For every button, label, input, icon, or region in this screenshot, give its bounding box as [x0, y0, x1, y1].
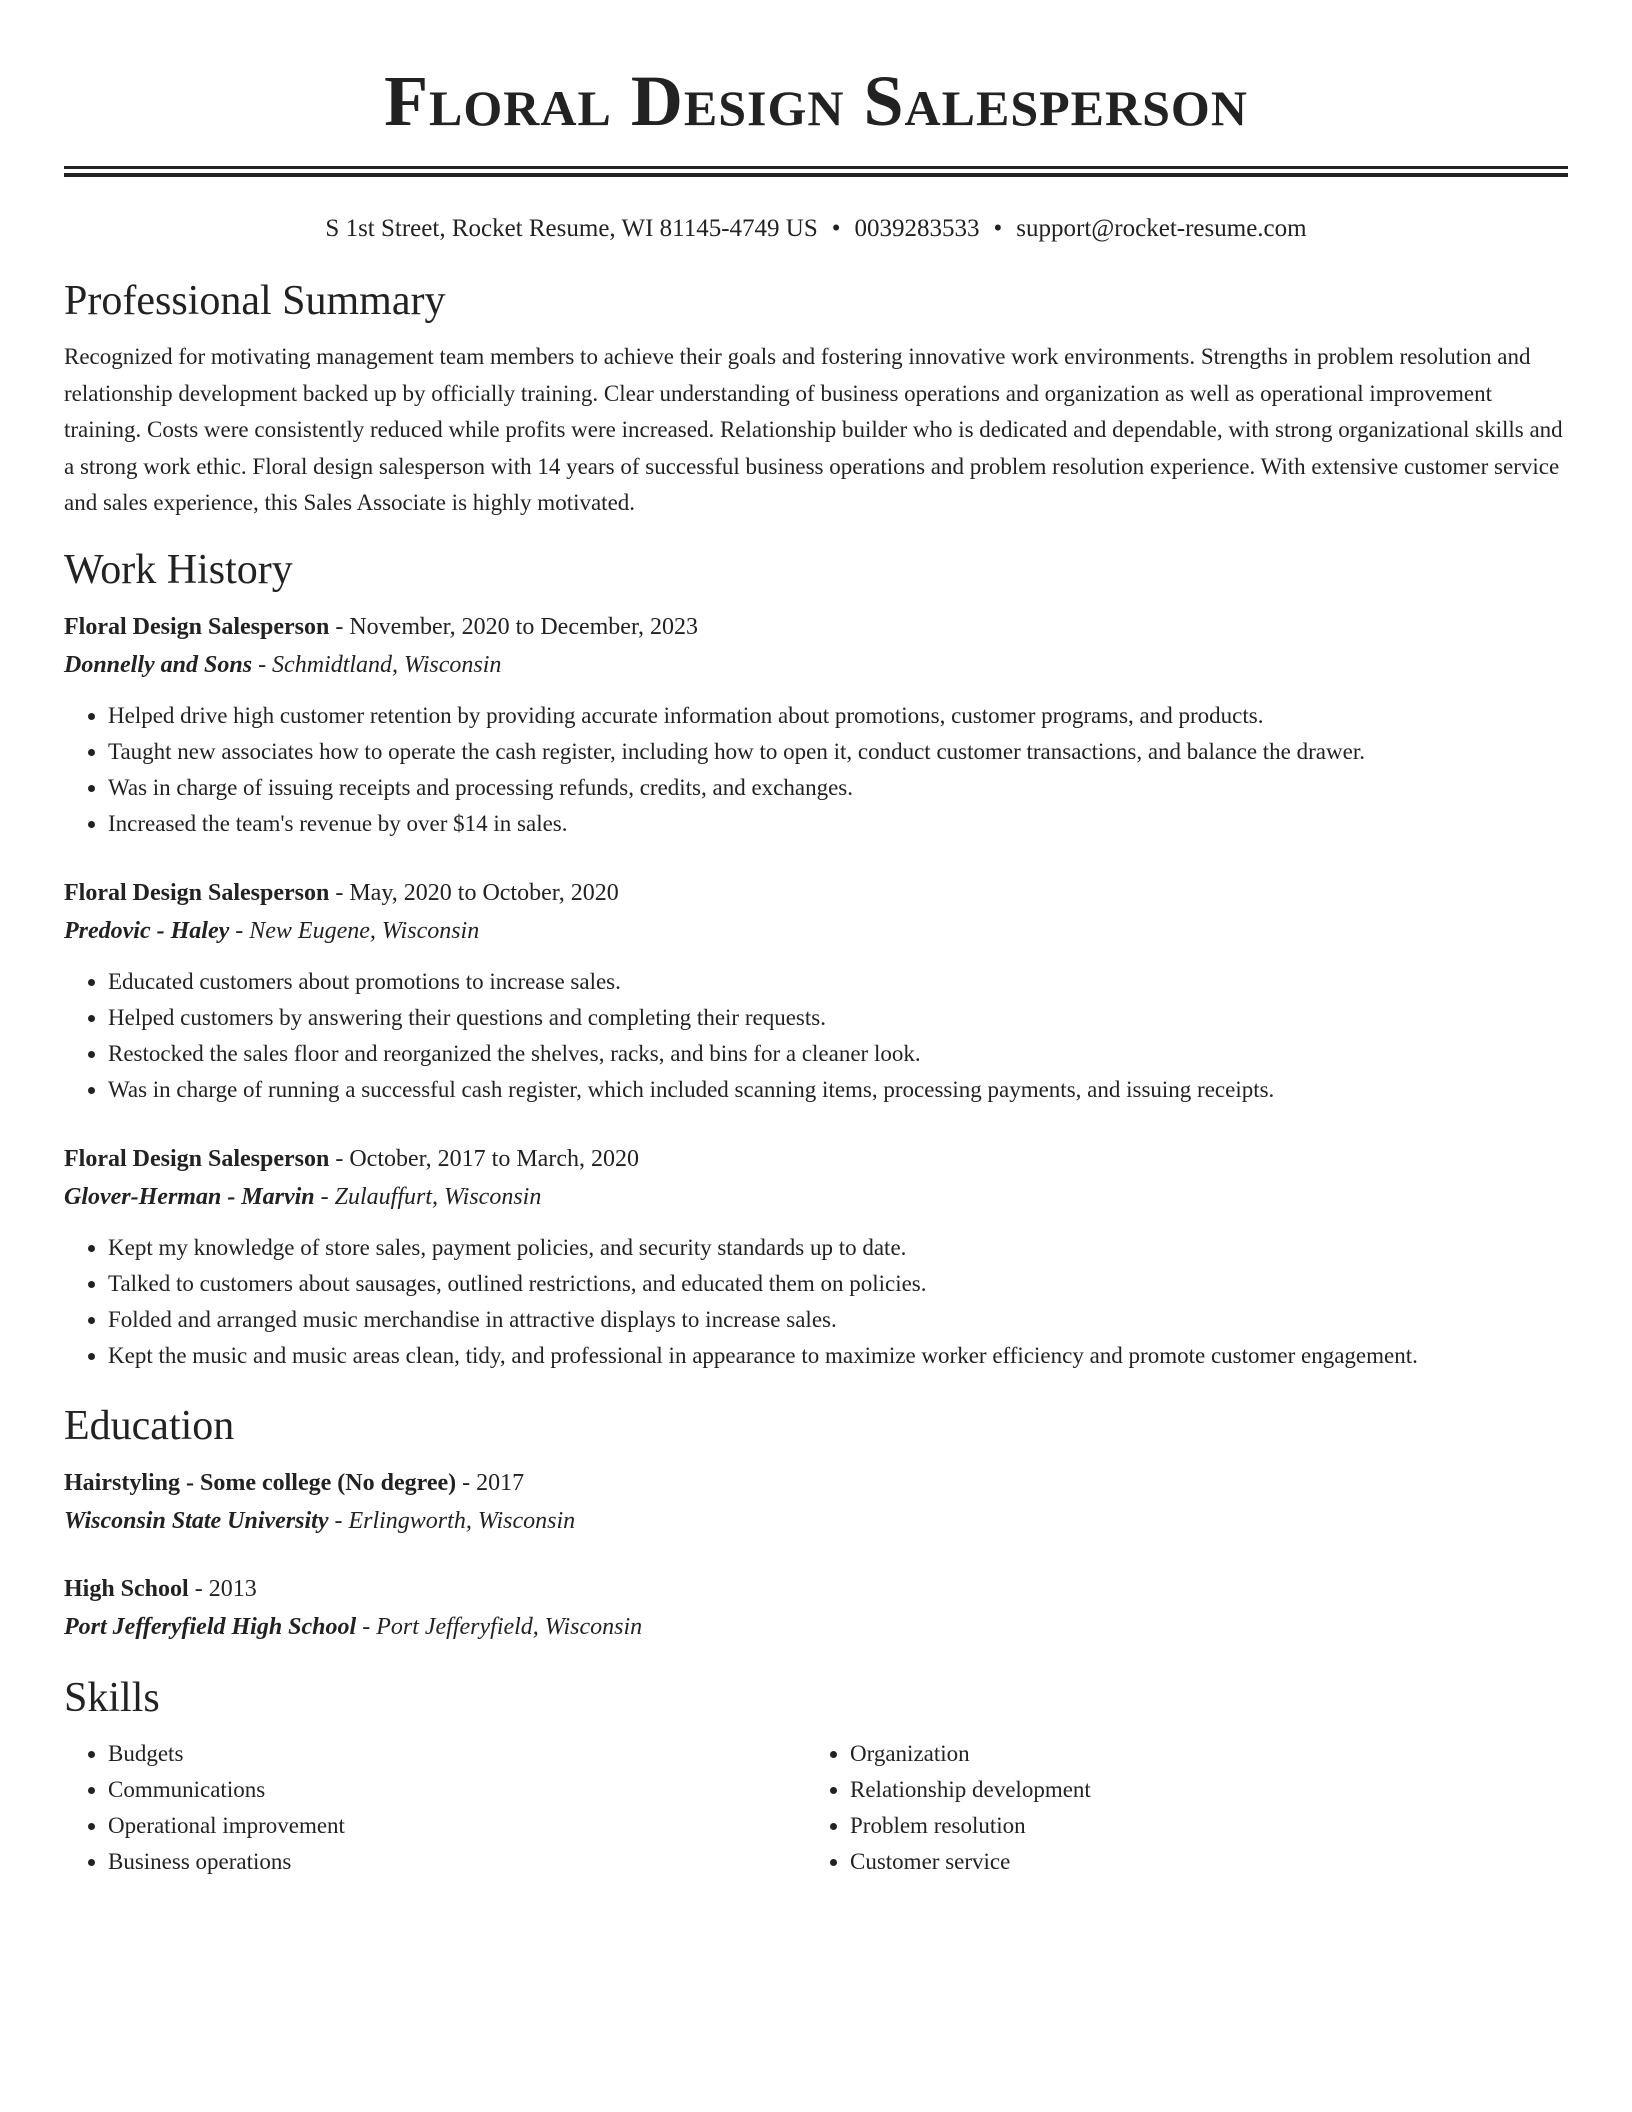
- job-dates: - May, 2020 to October, 2020: [329, 879, 619, 906]
- job-dates: - October, 2017 to March, 2020: [329, 1145, 639, 1172]
- list-item: • Folded and arranged music merchandise in attractive displays to increase sales.: [108, 1302, 1568, 1338]
- job-heading: [64, 608, 1568, 646]
- list-item: • Educated customers about promotions to increase sales.: [108, 964, 1568, 1000]
- job-bullets: [64, 1230, 1568, 1374]
- job-entry: [64, 1140, 1568, 1374]
- education-heading: [64, 1570, 1568, 1608]
- list-item: • Restocked the sales floor and reorganized the shelves, racks, and bins for a cleaner look.: [108, 1036, 1568, 1072]
- resume-name: Floral Design Salesperson: [384, 61, 1248, 141]
- job-location: - New Eugene, Wisconsin: [229, 917, 480, 944]
- job-company: Glover-Herman - Marvin: [64, 1183, 315, 1210]
- list-item: • Kept my knowledge of store sales, payment policies, and security standards up to date.: [108, 1230, 1568, 1266]
- section-title-education: Education: [64, 1402, 235, 1449]
- contact-address: S 1st Street, Rocket Resume, WI 81145-4749 US: [325, 215, 818, 242]
- job-heading: [64, 1140, 1568, 1178]
- job-bullets: [64, 964, 1568, 1108]
- job-employer: [64, 912, 1568, 950]
- summary-text: Recognized for motivating management team members to achieve their goals and fostering innovative work environments. Strengths in problem resolution and relationship development backed up by officially training. Clear understanding of business operations and organization as well as operational improvement training. Costs were consistently reduced while profits were increased. Relationship builder who is dedicated and dependable, with strong organizational skills and a strong work ethic. Floral design salesperson with 14 years of successful business operations and problem resolution experience. With extensive customer service and sales experience, this Sales Associate is highly motivated.: [64, 344, 1563, 515]
- skill-item: • Problem resolution: [850, 1808, 1548, 1844]
- list-item: • Was in charge of running a successful cash register, which included scanning items, processing payments, and issuing receipts.: [108, 1072, 1568, 1108]
- skill-item: • Business operations: [108, 1844, 806, 1880]
- job-role: Floral Design Salesperson: [64, 879, 330, 906]
- list-item: • Helped customers by answering their questions and completing their requests.: [108, 1000, 1568, 1036]
- section-title-skills: Skills: [64, 1674, 160, 1721]
- education-year: - 2017: [456, 1469, 525, 1496]
- job-location: - Zulauffurt, Wisconsin: [314, 1183, 542, 1210]
- contact-email: support@rocket-resume.com: [1016, 215, 1307, 242]
- contact-line: [64, 213, 1568, 245]
- education-degree: High School: [64, 1575, 189, 1602]
- job-company: Donnelly and Sons: [64, 651, 253, 678]
- job-company: Predovic - Haley: [64, 917, 230, 944]
- skill-item: • Relationship development: [850, 1772, 1548, 1808]
- list-item: • Kept the music and music areas clean, tidy, and professional in appearance to maximize worker efficiency and promote customer engagement.: [108, 1338, 1568, 1374]
- job-bullets: [64, 698, 1568, 842]
- education-year: - 2013: [188, 1575, 257, 1602]
- job-entry: [64, 874, 1568, 1108]
- job-dates: - November, 2020 to December, 2023: [329, 613, 698, 640]
- education-entry: [64, 1570, 1568, 1646]
- job-heading: [64, 874, 1568, 912]
- education-school: Wisconsin State University: [64, 1507, 329, 1534]
- skills-list-right: [806, 1736, 1548, 1880]
- education-location: - Erlingworth, Wisconsin: [328, 1507, 576, 1534]
- skills-list-left: [64, 1736, 806, 1880]
- section-title-work-history: Work History: [64, 546, 293, 593]
- job-role: Floral Design Salesperson: [64, 1145, 330, 1172]
- skill-item: • Budgets: [108, 1736, 806, 1772]
- education-heading: [64, 1464, 1568, 1502]
- contact-separator: •: [993, 215, 1003, 242]
- list-item: • Helped drive high customer retention by providing accurate information about promotions, customer programs, and products.: [108, 698, 1568, 734]
- education-location: - Port Jefferyfield, Wisconsin: [356, 1613, 643, 1640]
- job-employer: [64, 646, 1568, 684]
- skill-item: • Customer service: [850, 1844, 1548, 1880]
- skill-item: • Organization: [850, 1736, 1548, 1772]
- education-institution: [64, 1608, 1568, 1646]
- contact-phone: 0039283533: [854, 215, 980, 242]
- skills-columns: [64, 1736, 1568, 1880]
- list-item: • Was in charge of issuing receipts and processing refunds, credits, and exchanges.: [108, 770, 1568, 806]
- job-employer: [64, 1178, 1568, 1216]
- job-entry: [64, 608, 1568, 842]
- education-school: Port Jefferyfield High School: [64, 1613, 357, 1640]
- job-role: Floral Design Salesperson: [64, 613, 330, 640]
- list-item: • Increased the team's revenue by over $14 in sales.: [108, 806, 1568, 842]
- skill-item: • Operational improvement: [108, 1808, 806, 1844]
- education-institution: [64, 1502, 1568, 1540]
- skill-item: • Communications: [108, 1772, 806, 1808]
- header-double-rule: [64, 166, 1568, 177]
- job-location: - Schmidtland, Wisconsin: [252, 651, 502, 678]
- education-degree: Hairstyling - Some college (No degree): [64, 1469, 457, 1496]
- contact-separator: •: [831, 215, 841, 242]
- section-title-summary: Professional Summary: [64, 278, 446, 324]
- education-entry: [64, 1464, 1568, 1540]
- list-item: • Talked to customers about sausages, outlined restrictions, and educated them on policies.: [108, 1266, 1568, 1302]
- list-item: • Taught new associates how to operate the cash register, including how to open it, conduct customer transactions, and balance the drawer.: [108, 734, 1568, 770]
